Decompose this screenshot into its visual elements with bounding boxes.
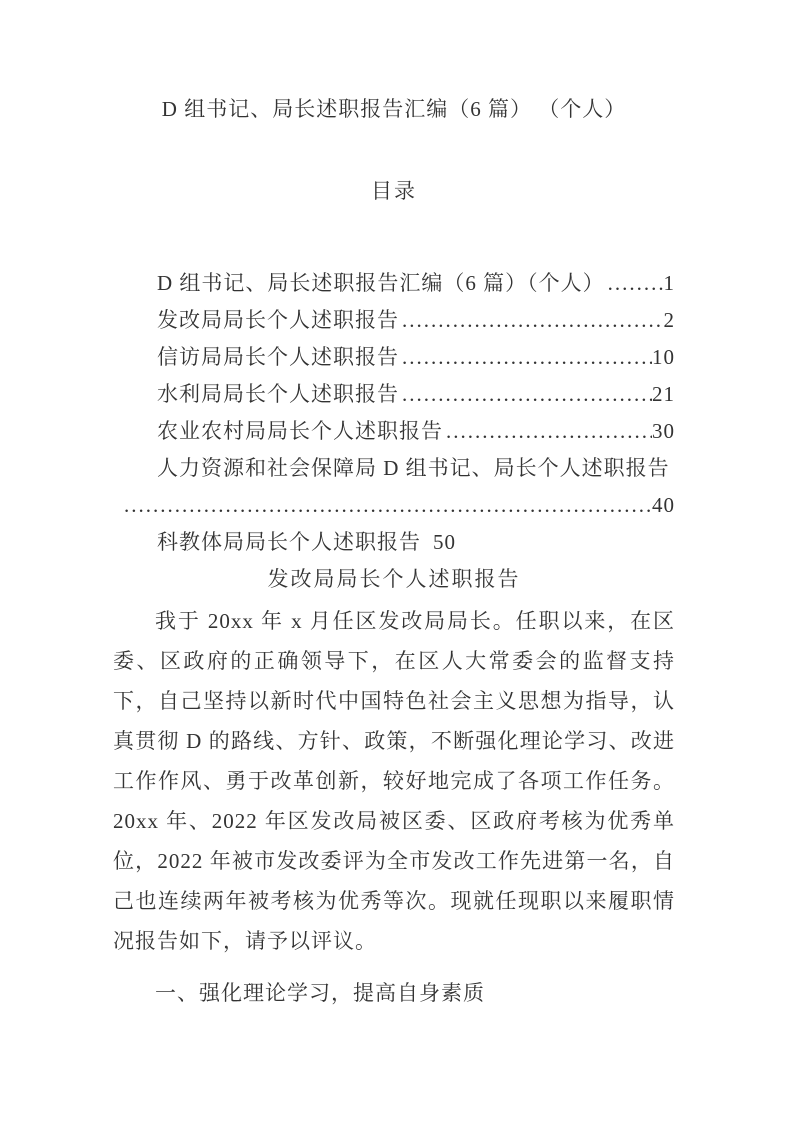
document-title: D 组书记、局长述职报告汇编（6 篇） （个人） [161, 97, 627, 121]
toc-entry-label: 水利局局长个人述职报告 [157, 382, 399, 406]
toc-leader-dots [121, 487, 652, 524]
toc-entry-label: 发改局局长个人述职报告 [157, 308, 399, 332]
toc-leader-dots [399, 376, 652, 413]
toc-entry [113, 265, 675, 302]
toc-page-number: 10 [652, 345, 675, 369]
toc-entry [113, 524, 675, 561]
toc-page-number: 2 [663, 308, 675, 332]
toc-list [113, 265, 675, 561]
toc-page-number: 21 [652, 382, 675, 406]
section-title: 发改局局长个人述职报告 [267, 567, 521, 591]
toc-leader-dots [443, 413, 652, 450]
toc-entry-label: 人力资源和社会保障局 D 组书记、局长个人述职报告 [157, 456, 670, 480]
toc-entry [113, 413, 675, 450]
toc-leader-dots [399, 339, 652, 376]
toc-entry [113, 376, 675, 413]
toc-entry [113, 302, 675, 339]
toc-entry-label: 科教体局局长个人述职报告 [157, 530, 421, 554]
body-paragraph: 我于 20xx 年 x 月任区发改局局长。任职以来，在区委、区政府的正确领导下，在区人大常委会的监督支持下，自己坚持以新时代中国特色社会主义思想为指导，认真贯彻 D 的路线、方针、政策，不断强化理论学习、改进工作作风、勇于改革创新，较好地完成了各项工作任务。20xx 年、2022 年区发改局被区委、区政府考核为优秀单位，2022 年被市发改委评为全市发改工作先进第一名，自己也连续两年被考核为优秀等次。现就任现职以来履职情况报告如下，请予以评议。 [113, 609, 675, 953]
toc-page-number: 40 [652, 493, 675, 517]
toc-entry-label: 农业农村局局长个人述职报告 [157, 419, 443, 443]
toc-page-number: 50 [433, 530, 456, 554]
toc-page-number: 1 [663, 271, 675, 295]
toc-leader-dots [399, 302, 664, 339]
toc-entry [113, 339, 675, 376]
subsection-heading: 一、强化理论学习，提高自身素质 [155, 981, 485, 1005]
toc-heading: 目录 [371, 179, 417, 203]
toc-entry-label: D 组书记、局长述职报告汇编（6 篇）（个人） [157, 271, 605, 295]
toc-page-number: 30 [652, 419, 675, 443]
toc-leader-dots [605, 265, 664, 302]
toc-entry-continuation [113, 487, 675, 524]
toc-entry-label: 信访局局长个人述职报告 [157, 345, 399, 369]
toc-entry [113, 450, 675, 487]
